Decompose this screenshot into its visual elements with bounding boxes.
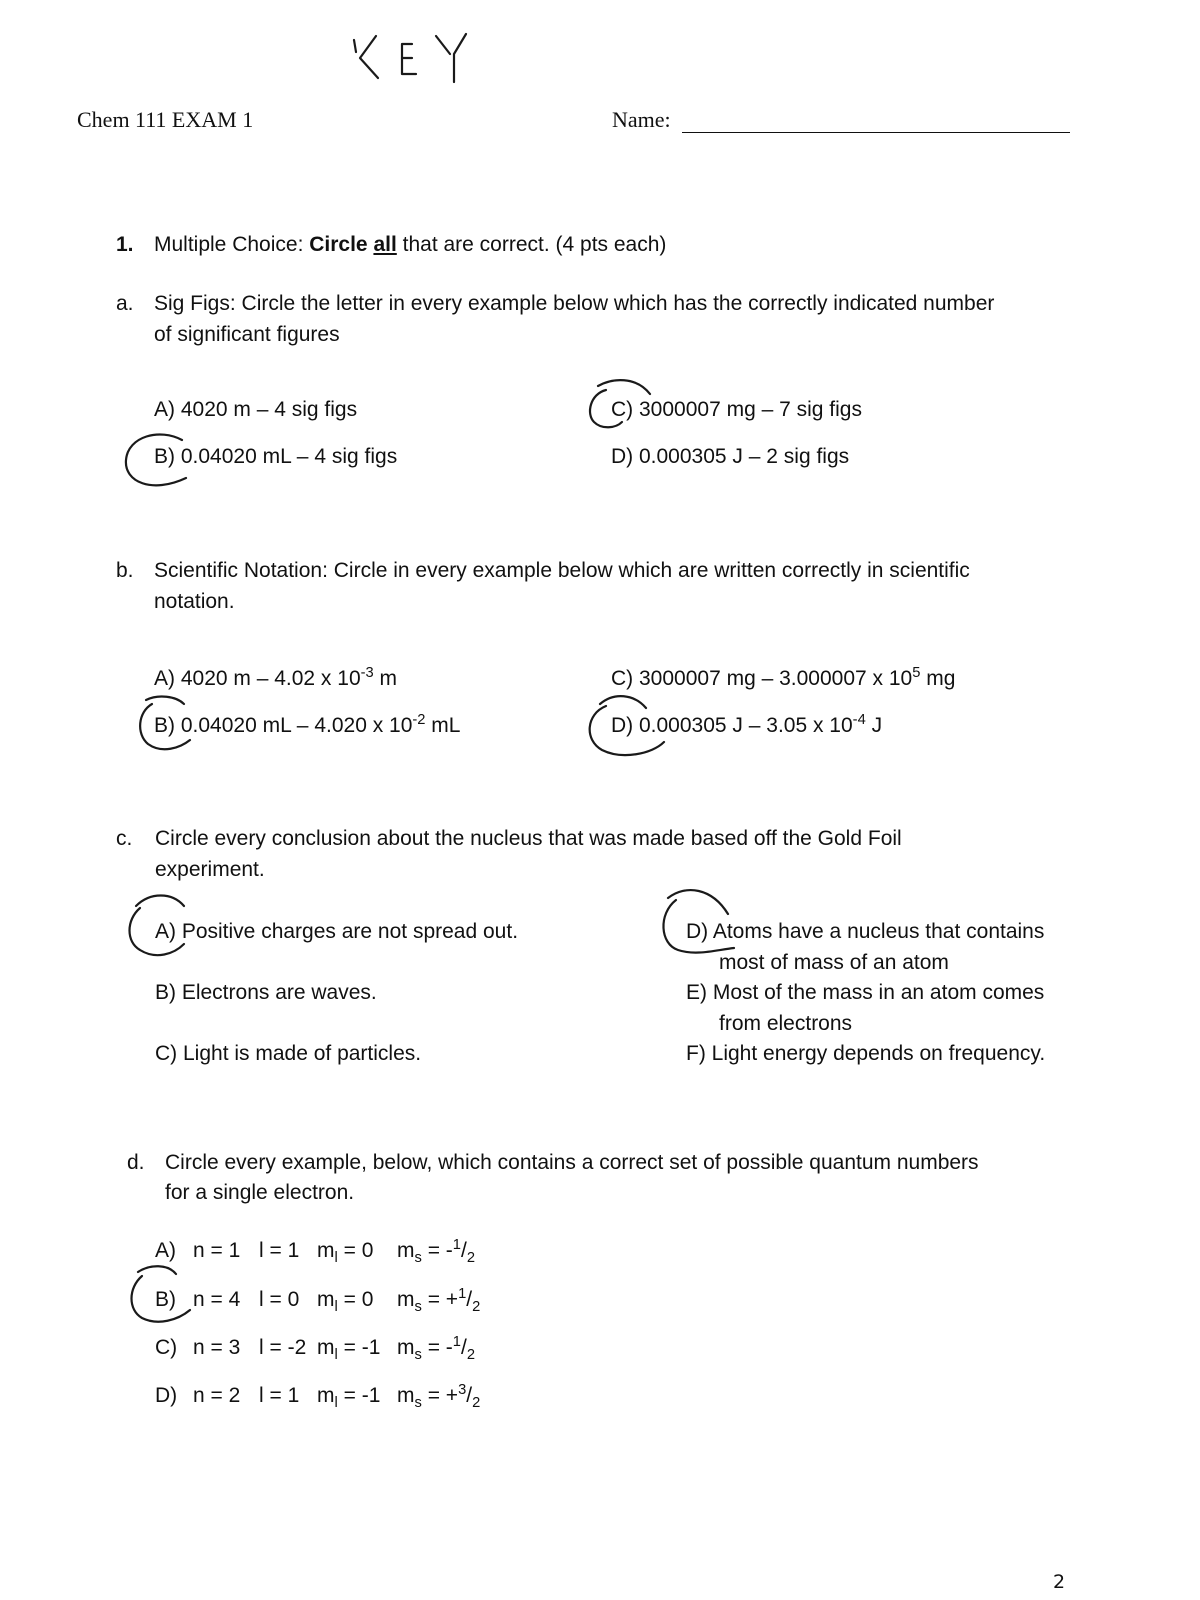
part-c-prompt-line1: Circle every conclusion about the nucleus that was made based off the Gold Foil — [155, 827, 902, 850]
part-c-letter: c. — [116, 827, 133, 850]
part-b-letter: b. — [116, 559, 134, 582]
part-c-option-e[interactable]: E) Most of the mass in an atom comes — [686, 981, 1045, 1004]
option-letter: D) — [155, 1384, 178, 1407]
part-b-option-d[interactable] — [611, 714, 882, 738]
magnetic-quantum-number: $m_l = -1$ — [317, 1336, 381, 1364]
angular-quantum-number: l = 1 — [259, 1239, 300, 1262]
spin-quantum-number: $m_s = +^1/_2$ — [397, 1286, 481, 1316]
instruction-all-word: all — [373, 233, 397, 256]
principal-quantum-number: n = 4 — [193, 1288, 241, 1311]
option-text: B) 0.04020 mL – 4.020 x 10 — [154, 714, 413, 737]
option-letter: A) — [155, 1239, 176, 1262]
angular-quantum-number: l = 0 — [259, 1288, 300, 1311]
part-d-option-c[interactable] — [155, 1334, 475, 1364]
part-b-prompt-line1: Scientific Notation: Circle in every example below which are written correctly in scientific — [154, 559, 970, 582]
unit: mg — [920, 667, 956, 690]
part-c-option-a[interactable]: A) Positive charges are not spread out. — [155, 920, 519, 943]
exponent: -2 — [412, 712, 426, 728]
exponent: -4 — [852, 712, 866, 728]
option-text: D) 0.000305 J – 3.05 x 10 — [611, 714, 853, 737]
question-1-instruction — [154, 233, 666, 257]
option-text: A) 4020 m – 4.02 x 10 — [154, 667, 361, 690]
part-c-option-f[interactable]: F) Light energy depends on frequency. — [686, 1042, 1046, 1065]
principal-quantum-number: n = 3 — [193, 1336, 241, 1359]
name-field-line[interactable] — [682, 132, 1070, 133]
exponent: 5 — [912, 665, 921, 681]
part-a-prompt-line1: Sig Figs: Circle the letter in every example below which has the correctly indicated number — [154, 292, 995, 315]
part-d-prompt-line1: Circle every example, below, which contains a correct set of possible quantum numbers — [165, 1151, 979, 1174]
part-d-letter: d. — [127, 1151, 145, 1174]
part-c-option-b[interactable]: B) Electrons are waves. — [155, 981, 377, 1004]
part-c-prompt-line2: experiment. — [155, 858, 265, 881]
part-b-option-b[interactable] — [154, 714, 460, 738]
part-a-option-b[interactable]: B) 0.04020 mL – 4 sig figs — [154, 445, 398, 468]
magnetic-quantum-number: $m_l = -1$ — [317, 1384, 381, 1412]
instruction-prefix: Multiple Choice: — [154, 233, 310, 256]
magnetic-quantum-number: $m_l = 0$ — [317, 1239, 374, 1267]
question-1-number: 1. — [116, 233, 134, 256]
angular-quantum-number: l = -2 — [259, 1336, 307, 1359]
page-number: 2 — [1053, 1571, 1066, 1593]
part-a-prompt-line2: of significant figures — [154, 323, 340, 346]
part-b-prompt-line2: notation. — [154, 590, 235, 613]
part-d-prompt-line2: for a single electron. — [165, 1181, 355, 1204]
principal-quantum-number: n = 1 — [193, 1239, 241, 1262]
part-d-option-d[interactable] — [155, 1382, 481, 1412]
handwritten-key-mark — [350, 28, 490, 88]
exponent: -3 — [360, 665, 374, 681]
option-letter: C) — [155, 1336, 178, 1359]
spin-quantum-number: $m_s = -^1/_2$ — [397, 1237, 475, 1267]
part-a-option-d[interactable]: D) 0.000305 J – 2 sig figs — [611, 445, 850, 468]
part-c-option-d[interactable]: D) Atoms have a nucleus that contains — [686, 920, 1045, 943]
part-c-option-d-continued[interactable]: most of mass of an atom — [719, 951, 949, 974]
part-a-option-c[interactable]: C) 3000007 mg – 7 sig figs — [611, 398, 862, 421]
part-d-option-b[interactable] — [155, 1286, 481, 1316]
unit: J — [865, 714, 883, 737]
instruction-suffix: that are correct. (4 pts each) — [396, 233, 667, 256]
spin-quantum-number: $m_s = +^3/_2$ — [397, 1382, 481, 1412]
course-title: Chem 111 EXAM 1 — [77, 107, 254, 132]
instruction-circle-word: Circle — [309, 233, 374, 256]
option-letter: B) — [155, 1288, 176, 1311]
spin-quantum-number: $m_s = -^1/_2$ — [397, 1334, 475, 1364]
part-d-option-a[interactable] — [155, 1237, 475, 1267]
part-b-option-c[interactable] — [611, 667, 955, 691]
unit: mL — [425, 714, 461, 737]
unit: m — [373, 667, 398, 690]
part-a-option-a[interactable]: A) 4020 m – 4 sig figs — [154, 398, 358, 421]
part-a-letter: a. — [116, 292, 134, 315]
part-c-option-e-continued[interactable]: from electrons — [719, 1012, 853, 1035]
part-c-option-c[interactable]: C) Light is made of particles. — [155, 1042, 422, 1065]
principal-quantum-number: n = 2 — [193, 1384, 241, 1407]
option-text: C) 3000007 mg – 3.000007 x 10 — [611, 667, 913, 690]
magnetic-quantum-number: $m_l = 0$ — [317, 1288, 374, 1316]
part-b-option-a[interactable] — [154, 667, 397, 691]
name-label: Name: — [612, 107, 671, 132]
angular-quantum-number: l = 1 — [259, 1384, 300, 1407]
